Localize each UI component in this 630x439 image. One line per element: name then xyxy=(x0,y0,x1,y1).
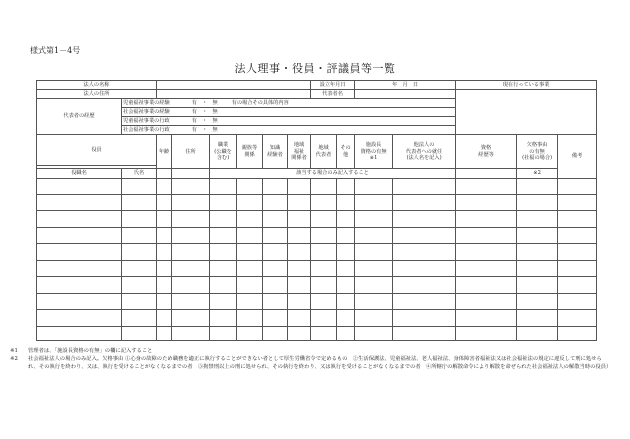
entry-cell[interactable] xyxy=(263,293,288,309)
entry-cell[interactable] xyxy=(355,293,393,309)
entry-cell[interactable] xyxy=(263,227,288,243)
corp-address-label: 法人の住所 xyxy=(37,90,157,99)
entry-cell[interactable] xyxy=(237,326,263,340)
entry-cell[interactable] xyxy=(37,326,122,340)
document-title: 法人理事・役員・評議員等一覧 xyxy=(234,62,396,75)
col-expert: 知識 経験者 xyxy=(263,135,288,169)
entry-cell[interactable] xyxy=(558,178,597,194)
entry-cell[interactable] xyxy=(311,178,337,194)
established-label: 設立年月日 xyxy=(311,81,355,90)
entry-cell[interactable] xyxy=(337,260,355,276)
entry-cell[interactable] xyxy=(393,211,456,227)
col-address-sub xyxy=(172,169,210,178)
entry-row xyxy=(37,260,597,276)
form-number: 様式第1－4号 xyxy=(30,46,81,55)
entry-cell[interactable] xyxy=(558,310,597,326)
entry-cell[interactable] xyxy=(157,227,172,243)
entry-cell[interactable] xyxy=(337,211,355,227)
history-row[interactable]: 社会福祉事業の行政 有 ・ 無 xyxy=(122,126,456,135)
entry-cell[interactable] xyxy=(517,211,558,227)
entry-cell[interactable] xyxy=(355,211,393,227)
col-remarks: 備考 xyxy=(558,135,597,178)
disqual-note: ※2 xyxy=(517,169,558,178)
rep-history-label: 代表者の経歴 xyxy=(37,99,122,135)
entry-cell[interactable] xyxy=(558,244,597,260)
entry-cell[interactable] xyxy=(288,211,311,227)
entry-cell[interactable] xyxy=(517,293,558,309)
entry-cell[interactable] xyxy=(210,310,237,326)
entry-cell[interactable] xyxy=(122,195,157,211)
entry-cell[interactable] xyxy=(210,211,237,227)
entry-cell[interactable] xyxy=(263,195,288,211)
entry-cell[interactable] xyxy=(37,310,122,326)
entry-cell[interactable] xyxy=(157,310,172,326)
entry-cell[interactable] xyxy=(355,260,393,276)
entry-cell[interactable] xyxy=(393,195,456,211)
entry-cell[interactable] xyxy=(210,293,237,309)
entry-cell[interactable] xyxy=(237,310,263,326)
entry-cell[interactable] xyxy=(288,178,311,194)
entry-cell[interactable] xyxy=(172,178,210,194)
entry-cell[interactable] xyxy=(517,178,558,194)
entry-cell[interactable] xyxy=(355,227,393,243)
entry-cell[interactable] xyxy=(456,260,517,276)
entry-cell[interactable] xyxy=(172,310,210,326)
entry-cell[interactable] xyxy=(355,310,393,326)
entry-cell[interactable] xyxy=(37,227,122,243)
entry-cell[interactable] xyxy=(393,310,456,326)
entry-cell[interactable] xyxy=(210,326,237,340)
applicable-note: 該当する場合のみ記入すること xyxy=(210,169,456,178)
entry-cell[interactable] xyxy=(172,326,210,340)
entry-cell[interactable] xyxy=(517,244,558,260)
entry-cell[interactable] xyxy=(456,310,517,326)
entry-cell[interactable] xyxy=(172,195,210,211)
footnotes xyxy=(10,347,610,372)
entry-cell[interactable] xyxy=(393,244,456,260)
entry-cell[interactable] xyxy=(122,178,157,194)
entry-cell[interactable] xyxy=(337,244,355,260)
col-address: 住所 xyxy=(172,135,210,169)
entry-cell[interactable] xyxy=(288,310,311,326)
entry-cell[interactable] xyxy=(517,310,558,326)
entry-cell[interactable] xyxy=(157,195,172,211)
entry-cell[interactable] xyxy=(172,244,210,260)
col-qualification-sub xyxy=(456,169,517,178)
col-disqual: 欠格事由 の有無 (社福の場合) xyxy=(517,135,558,169)
entry-cell[interactable] xyxy=(355,326,393,340)
entry-cell[interactable] xyxy=(263,310,288,326)
entry-row xyxy=(37,326,597,340)
entry-cell[interactable] xyxy=(210,178,237,194)
entry-cell[interactable] xyxy=(263,326,288,340)
entry-cell[interactable] xyxy=(393,227,456,243)
entry-cell[interactable] xyxy=(237,293,263,309)
entry-cell[interactable] xyxy=(288,326,311,340)
entry-cell[interactable] xyxy=(337,293,355,309)
entry-cell[interactable] xyxy=(122,227,157,243)
entry-cell[interactable] xyxy=(517,326,558,340)
entry-cell[interactable] xyxy=(558,293,597,309)
entry-cell[interactable] xyxy=(288,260,311,276)
entry-cell[interactable] xyxy=(122,244,157,260)
entry-cell[interactable] xyxy=(37,277,122,293)
entry-cell[interactable] xyxy=(237,178,263,194)
col-yakuin: 役員 xyxy=(37,135,157,166)
entry-cell[interactable] xyxy=(157,293,172,309)
entry-cell[interactable] xyxy=(288,227,311,243)
entry-cell[interactable] xyxy=(558,227,597,243)
entry-cell[interactable] xyxy=(157,277,172,293)
entry-cell[interactable] xyxy=(393,326,456,340)
entry-cell[interactable] xyxy=(157,244,172,260)
entry-cell[interactable] xyxy=(517,277,558,293)
entry-cell[interactable] xyxy=(37,244,122,260)
entry-cell[interactable] xyxy=(210,227,237,243)
entry-cell[interactable] xyxy=(157,178,172,194)
history-row[interactable]: 社会福祉事業の経験 有 ・ 無 xyxy=(122,108,456,117)
entry-cell[interactable] xyxy=(288,293,311,309)
entry-cell[interactable] xyxy=(337,310,355,326)
entry-cell[interactable] xyxy=(337,195,355,211)
entry-cell[interactable] xyxy=(237,195,263,211)
entry-cell[interactable] xyxy=(288,277,311,293)
entry-cell[interactable] xyxy=(122,310,157,326)
entry-cell[interactable] xyxy=(37,195,122,211)
activities-field[interactable] xyxy=(456,90,597,135)
col-relatives: 親族等 関係 xyxy=(237,135,263,169)
entry-cell[interactable] xyxy=(456,244,517,260)
col-occupation: 職業 (公職を 含む) xyxy=(210,135,237,169)
entry-cell[interactable] xyxy=(210,244,237,260)
entry-cell[interactable] xyxy=(172,293,210,309)
entry-cell[interactable] xyxy=(263,211,288,227)
entry-cell[interactable] xyxy=(456,326,517,340)
entry-cell[interactable] xyxy=(172,227,210,243)
entry-cell[interactable] xyxy=(311,293,337,309)
entry-cell[interactable] xyxy=(337,178,355,194)
entry-cell[interactable] xyxy=(263,260,288,276)
entry-cell[interactable] xyxy=(337,277,355,293)
entry-row xyxy=(37,211,597,227)
col-qualification: 資格 経歴等 xyxy=(456,135,517,169)
entry-cell[interactable] xyxy=(237,227,263,243)
entry-cell[interactable] xyxy=(558,211,597,227)
entry-cell[interactable] xyxy=(355,244,393,260)
entry-cell[interactable] xyxy=(456,227,517,243)
history-row[interactable]: 児童福祉事業の経験 有 ・ 無 有の場合その具体的内容 xyxy=(122,99,456,108)
entry-cell[interactable] xyxy=(517,260,558,276)
entry-cell[interactable] xyxy=(172,260,210,276)
col-person-name: 氏名 xyxy=(122,169,157,178)
entry-cell[interactable] xyxy=(355,195,393,211)
entry-cell[interactable] xyxy=(157,260,172,276)
entry-cell[interactable] xyxy=(37,260,122,276)
entry-cell[interactable] xyxy=(456,178,517,194)
entry-cell[interactable] xyxy=(210,195,237,211)
entry-cell[interactable] xyxy=(337,227,355,243)
entry-cell[interactable] xyxy=(263,277,288,293)
entry-cell[interactable] xyxy=(558,260,597,276)
entry-cell[interactable] xyxy=(337,326,355,340)
entry-cell[interactable] xyxy=(288,195,311,211)
representative-field[interactable] xyxy=(355,90,456,99)
footnote-1: ※1 管理者は、「施設長資格の有無」の欄に記入すること xyxy=(10,348,153,354)
entry-cell[interactable] xyxy=(263,244,288,260)
corp-address-field[interactable] xyxy=(157,90,311,99)
entry-cell[interactable] xyxy=(558,326,597,340)
entry-cell[interactable] xyxy=(263,178,288,194)
entry-cell[interactable] xyxy=(122,326,157,340)
entry-cell[interactable] xyxy=(311,211,337,227)
entry-row xyxy=(37,310,597,326)
entry-cell[interactable] xyxy=(393,260,456,276)
entry-cell[interactable] xyxy=(237,260,263,276)
entry-cell[interactable] xyxy=(355,178,393,194)
col-other: その他 xyxy=(337,135,355,169)
entry-cell[interactable] xyxy=(311,326,337,340)
entry-cell[interactable] xyxy=(172,211,210,227)
entry-row xyxy=(37,293,597,309)
entry-cell[interactable] xyxy=(172,277,210,293)
entry-cell[interactable] xyxy=(311,310,337,326)
col-age: 年齢 xyxy=(157,135,172,169)
entry-cell[interactable] xyxy=(456,211,517,227)
entry-cell[interactable] xyxy=(157,326,172,340)
entry-cell[interactable] xyxy=(237,211,263,227)
entry-row xyxy=(37,195,597,211)
entry-cell[interactable] xyxy=(288,244,311,260)
entry-cell[interactable] xyxy=(157,211,172,227)
entry-row xyxy=(37,277,597,293)
entry-cell[interactable] xyxy=(237,244,263,260)
entry-cell[interactable] xyxy=(558,195,597,211)
representative-label: 代表者名 xyxy=(311,90,355,99)
entry-cell[interactable] xyxy=(355,277,393,293)
entry-cell[interactable] xyxy=(517,195,558,211)
entry-cell[interactable] xyxy=(393,277,456,293)
entry-row xyxy=(37,227,597,243)
entry-cell[interactable] xyxy=(37,211,122,227)
col-other-corp: 他法人の 代表者への就任 (法人名を記入) xyxy=(393,135,456,169)
entry-cell[interactable] xyxy=(311,227,337,243)
col-local-welfare: 地域 福祉 関係者 xyxy=(288,135,311,169)
entry-cell[interactable] xyxy=(517,227,558,243)
corp-name-field[interactable] xyxy=(157,81,311,90)
officer-list-table xyxy=(36,80,597,341)
entry-cell[interactable] xyxy=(456,293,517,309)
footnote-2: ※2 社会福祉法人の場合のみ記入。欠格事由 ①心身の故障のため職務を適正に執行することができない者として厚生労働省令で定めるもの ②生活保護法、児童福祉法、老人福祉法、身体障害者福祉法又は社会福祉法の規定に違反して刑に処せられ、その執行を終わり、又は、執行を受けることがなくなるまでの者 ③拘禁刑以上の刑に処せられ、その執行を終わり、又は執行を受けることがなくなるまでの者 ④所轄庁の解散命令により解散を命ぜられた社会福祉法人の解散当時の役員） xyxy=(10,356,612,371)
entry-row xyxy=(37,178,597,194)
corp-name-label: 法人の名称 xyxy=(37,81,157,90)
entry-cell[interactable] xyxy=(393,178,456,194)
entry-cell[interactable] xyxy=(210,260,237,276)
entry-cell[interactable] xyxy=(122,260,157,276)
col-post-name: 役職名 xyxy=(37,169,122,178)
entry-cell[interactable] xyxy=(558,277,597,293)
entry-cell[interactable] xyxy=(122,211,157,227)
history-row[interactable]: 児童福祉事業の行政 有 ・ 無 xyxy=(122,117,456,126)
entry-cell[interactable] xyxy=(311,277,337,293)
established-date-field[interactable]: 年 月 日 xyxy=(355,81,456,90)
entry-cell[interactable] xyxy=(122,277,157,293)
entry-cell[interactable] xyxy=(37,293,122,309)
col-age-sub xyxy=(157,169,172,178)
entry-cell[interactable] xyxy=(237,277,263,293)
col-local-rep: 地域 代表者 xyxy=(311,135,337,169)
entry-cell[interactable] xyxy=(122,293,157,309)
entry-cell[interactable] xyxy=(37,178,122,194)
entry-cell[interactable] xyxy=(456,277,517,293)
col-director-qual: 施設長 資格の有無 ※1 xyxy=(355,135,393,169)
activities-label: 現在行っている事業 xyxy=(456,81,597,90)
entry-cell[interactable] xyxy=(393,293,456,309)
entry-cell[interactable] xyxy=(311,260,337,276)
entry-cell[interactable] xyxy=(456,195,517,211)
entry-row xyxy=(37,244,597,260)
entry-cell[interactable] xyxy=(210,277,237,293)
entry-cell[interactable] xyxy=(311,244,337,260)
entry-cell[interactable] xyxy=(311,195,337,211)
